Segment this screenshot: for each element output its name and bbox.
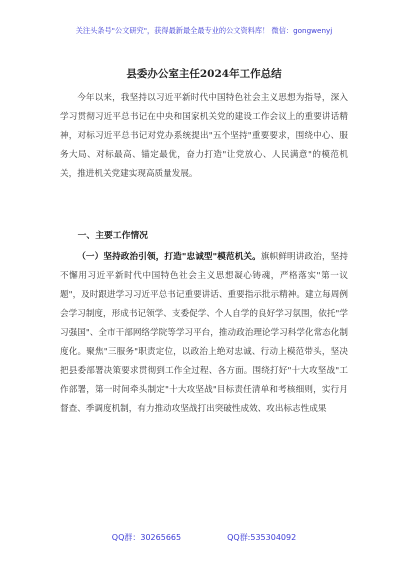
intro-paragraph-block: [60, 89, 348, 184]
header-promo-note: 关注头条号"公文研究"，获得最新最全最专业的公文资料库！ 微信：gongwenyj: [75, 26, 333, 35]
subsection-paragraph: [60, 248, 348, 419]
subsection-heading: （一）坚持政治引领，打造"忠诚型"模范机关。: [77, 252, 261, 262]
subsection-body: 旗帜鲜明讲政治，坚持不懈用习近平新时代中国特色社会主义思想凝心铸魂，严格落实"第一议题"，及时跟进学习习近平总书记重要讲话、重要指示批示精神。建立每周例会学习制度，形成书记领学、支委促学、个人自学的良好学习氛围，依托"学习强国"、全市干部网络学院等学习平台，推动政治理论学习科学化常态化制度化。聚焦"三服务"职责定位，以政治上绝对忠诚、行动上模范带头，坚决把县委部署决策要求贯彻到工作全过程、各方面。围绕打好"十大攻坚战"工作部署，第一时间牵头制定"十大攻坚战"目标责任清单和考核细则，实行月督查、季调度机制，有力推动攻坚战打出突破性成效、攻出标志性成果: [60, 252, 348, 414]
intro-paragraph: 今年以来，我坚持以习近平新时代中国特色社会主义思想为指导，深入学习贯彻习近平总书记在中央和国家机关党的建设工作会议上的重要讲话精神，对标习近平总书记对党办系统提出"五个坚持"重要要求，围绕中心、服务大局、对标最高、锚定最优，奋力打造"让党放心、人民满意"的模范机关，推进机关党建实现高质量发展。: [60, 93, 348, 179]
subsection-paragraph-block: [60, 248, 348, 419]
footer-qq-group-2: QQ群:535304092: [227, 533, 297, 542]
footer-qq-group-1: QQ群：30265665: [111, 533, 182, 542]
document-title: 县委办公室主任2024年工作总结: [126, 68, 282, 80]
footer-contact: [0, 532, 408, 543]
section-heading: 一、主要工作情况: [77, 231, 148, 241]
